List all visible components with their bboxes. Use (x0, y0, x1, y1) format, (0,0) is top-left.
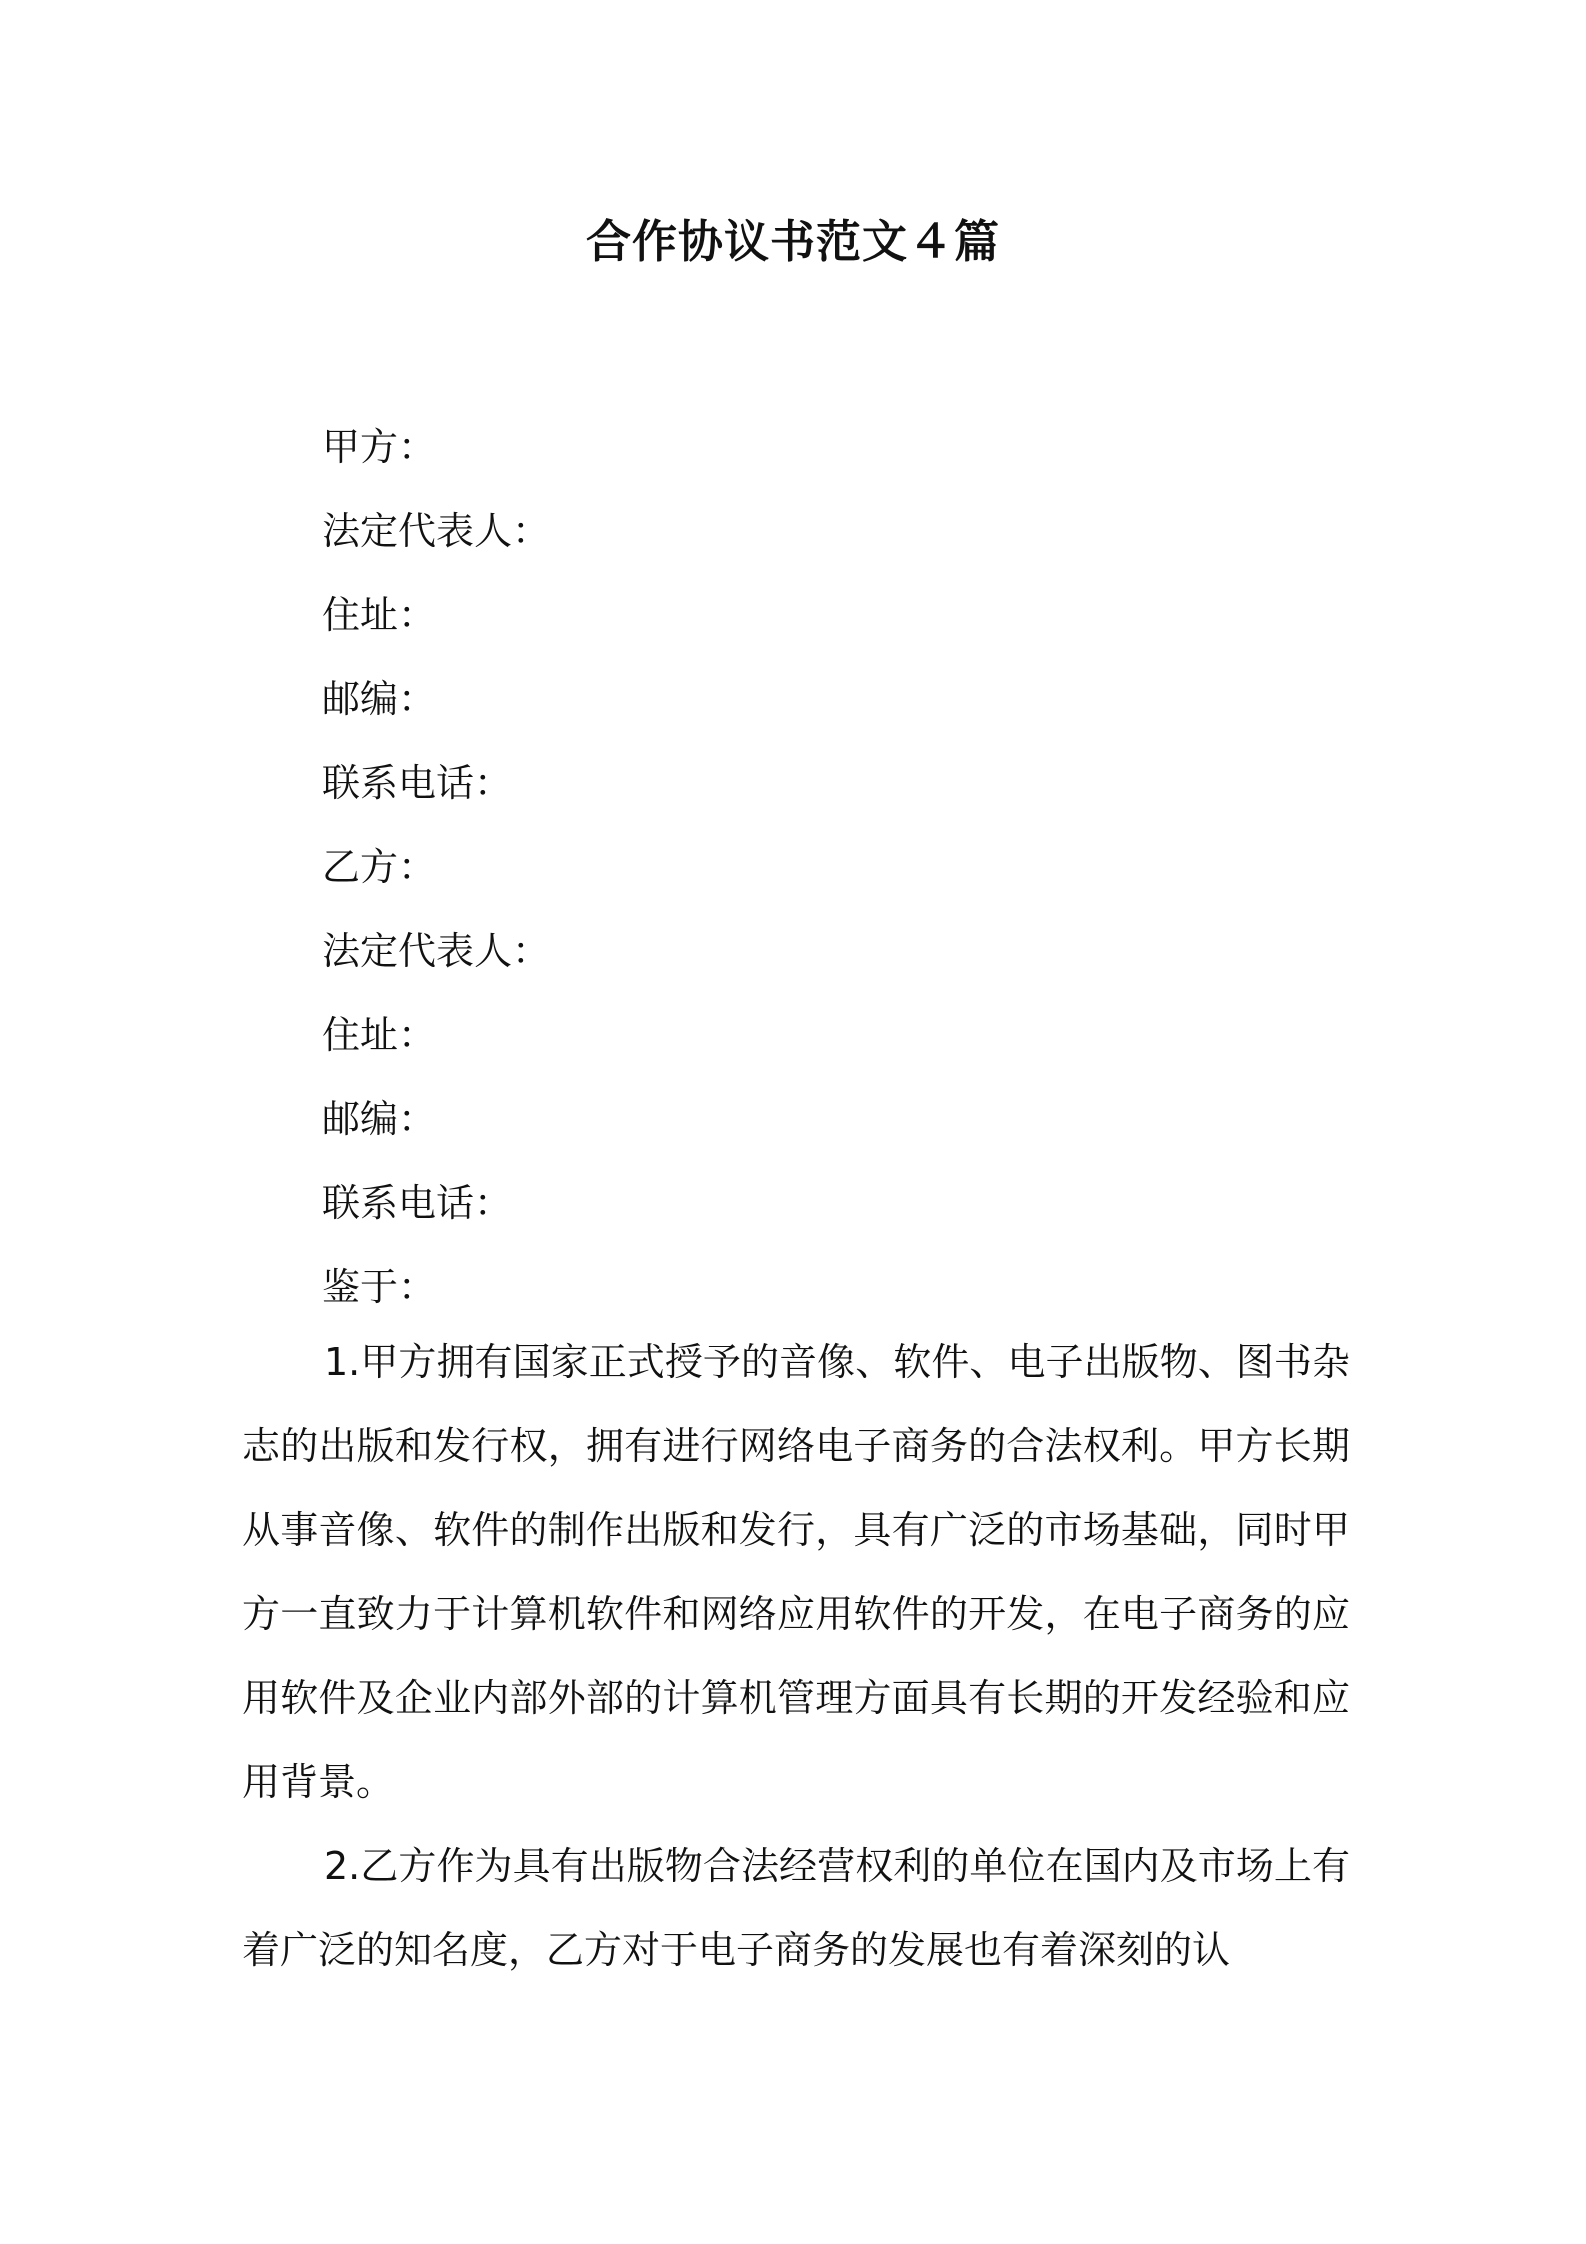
field-party-b-phone: 联系电话： (322, 1181, 513, 1225)
field-party-a-address: 住址： (322, 593, 437, 637)
field-party-b-postcode: 邮编： (322, 1097, 437, 1141)
field-whereas: 鉴于： (322, 1265, 437, 1309)
body-paragraphs (242, 1320, 1350, 1992)
field-party-b-legal-rep: 法定代表人： (322, 929, 551, 973)
field-party-a-phone: 联系电话： (322, 761, 513, 805)
document-title: 合作协议书范文４篇 (585, 215, 1000, 268)
party-fields (322, 405, 1322, 1329)
paragraph-2: 2.乙方作为具有出版物合法经营权利的单位在国内及市场上有着广泛的知名度，乙方对于电子商务的发展也有着深刻的认 (242, 1844, 1350, 1972)
field-party-a: 甲方： (322, 425, 437, 469)
field-party-a-legal-rep: 法定代表人： (322, 509, 551, 553)
field-party-a-postcode: 邮编： (322, 677, 437, 721)
field-party-b: 乙方： (322, 845, 437, 889)
paragraph-1: 1.甲方拥有国家正式授予的音像、软件、电子出版物、图书杂志的出版和发行权，拥有进行网络电子商务的合法权利。甲方长期从事音像、软件的制作出版和发行，具有广泛的市场基础，同时甲方一直致力于计算机软件和网络应用软件的开发，在电子商务的应用软件及企业内部外部的计算机管理方面具有长期的开发经验和应用背景。 (242, 1340, 1350, 1804)
field-party-b-address: 住址： (322, 1013, 437, 1057)
